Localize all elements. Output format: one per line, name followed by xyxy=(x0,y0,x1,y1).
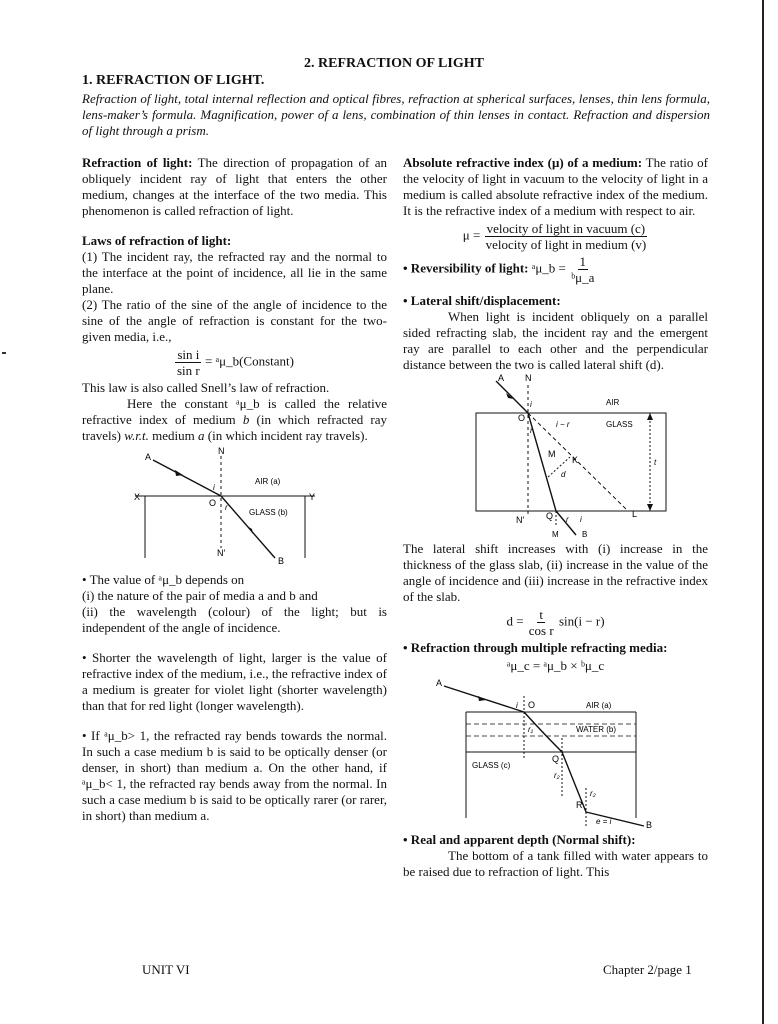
lateral-numerator: t xyxy=(539,607,544,622)
reversibility-numerator: 1 xyxy=(579,254,586,269)
scan-mark xyxy=(2,352,6,354)
depth-text: The bottom of a tank filled with water appears to be raised due to refraction of light. This xyxy=(403,848,708,879)
footer-page: Chapter 2/page 1 xyxy=(603,962,692,977)
fig2-label-o: O xyxy=(517,413,525,423)
depends-ii: (ii) the wavelength (colour) of the light; but is independent of the angle of incidence. xyxy=(82,604,387,635)
lateral-text: When light is incident obliquely on a parallel sided refracting slab, the incident ray and the emergent ray are parallel to each other and the perpendicular distance between the two is called lateral shift (d). xyxy=(403,309,708,372)
syllabus-text: Refraction of light, total internal reflection and optical fibres, refraction at spherical surfaces, lenses, thin lens formula, lens-maker’s formula. Magnification, power of a lens, combination of thin lenses in contact. Refraction and dispersion of light through a prism. xyxy=(82,91,710,138)
snell-fraction xyxy=(175,347,202,378)
fig3-label-r1: r₁ xyxy=(527,725,533,734)
fig1-label-air: AIR (a) xyxy=(254,477,280,486)
law-2: (2) The ratio of the sine of the angle of incidence to the sine of the angle of refraction is constant for the two-given media, i.e., xyxy=(82,297,387,344)
refraction-figure xyxy=(135,448,335,568)
left-column xyxy=(82,155,387,824)
fig2-label-a: A xyxy=(497,373,504,383)
multiple-media-formula: ᵃμ_c = ᵃμ_b × ᵇμ_c xyxy=(506,658,605,673)
fig1-label-r: r xyxy=(224,503,228,512)
absolute-numerator: velocity of light in vacuum (c) xyxy=(486,221,646,236)
fig3-label-water: WATER (b) xyxy=(575,725,616,734)
snell-law-text: This law is also called Snell’s law of refraction. xyxy=(82,380,330,395)
chapter-title: 2. REFRACTION OF LIGHT xyxy=(304,56,484,71)
fig3-label-r: R xyxy=(575,800,582,810)
absolute-fraction xyxy=(484,221,649,252)
constant-text-2: (in which refracted ray travels) xyxy=(82,412,388,443)
fig2-label-r: r xyxy=(529,426,533,435)
lateral-formula xyxy=(403,607,708,638)
section-title: 1. REFRACTION OF LIGHT. xyxy=(82,73,265,88)
fig2-label-m2: M xyxy=(551,530,559,539)
fig1-label-a: A xyxy=(144,452,151,462)
snell-numerator: sin i xyxy=(177,347,200,362)
scan-edge xyxy=(762,0,764,1024)
fig2-label-glass: GLASS xyxy=(605,420,633,429)
fig3-label-i: i xyxy=(515,701,518,710)
fig2-label-i: i xyxy=(529,400,532,409)
fig2-label-ir: i − r xyxy=(555,420,570,429)
shorter-wavelength: • Shorter the wavelength of light, larger is the value of refractive index of the medium, i.e., the refractive index of a medium is greater for violet light (shorter wavelength) than that for red light (longer wavelength). xyxy=(82,650,388,713)
fig3-label-a: A xyxy=(435,678,442,688)
fig1-label-i: i xyxy=(212,483,215,492)
law-1: (1) The incident ray, the refracted ray and the normal to the interface at the point of incidence, all lie in the same plane. xyxy=(82,249,387,296)
if-greater: • If ᵃμ_b> 1, the refracted ray bends towards the normal. In such a case medium b is said to be optically denser (or denser, in short) than medium a. On the other hand, if ᵃμ_b< 1, the refracted ray bends away from the normal. In such a case medium b is said to be optically rarer (or rarer, in short) than medium a. xyxy=(82,728,387,823)
fig2-label-i2: i xyxy=(579,515,582,524)
right-column xyxy=(403,155,708,880)
constant-text-4: (in which incident ray travels). xyxy=(207,428,368,443)
absolute-denominator: velocity of light in medium (v) xyxy=(485,237,647,252)
wrt-text: w.r.t. xyxy=(124,428,149,443)
reversibility-fraction xyxy=(569,254,596,285)
lateral-fraction xyxy=(527,607,556,638)
absolute-index-text: The ratio of the velocity of light in vacuum to the velocity of light in a medium is called absolute refractive index of the medium. It is the refractive index of a medium with respect to air. xyxy=(403,155,709,218)
fig2-label-r2: r xyxy=(565,515,569,524)
multiple-media-heading: • Refraction through multiple refracting media: xyxy=(403,640,668,655)
fig2-label-m: M xyxy=(547,449,555,459)
lateral-rhs: sin(i − r) xyxy=(558,613,605,629)
fig1-label-x: X xyxy=(133,492,140,502)
lateral-heading: • Lateral shift/displacement: xyxy=(403,293,561,308)
fig2-label-air: AIR xyxy=(605,398,619,407)
mu-lhs: μ = xyxy=(462,227,481,243)
fig1-label-glass: GLASS (b) xyxy=(248,508,288,517)
fig2-label-b: B xyxy=(581,530,587,539)
reversibility-lhs: ᵃμ_b = xyxy=(531,260,566,276)
footer-unit: UNIT VI xyxy=(142,962,190,977)
fig3-label-air: AIR (a) xyxy=(585,701,611,710)
absolute-index-paragraph xyxy=(403,155,708,219)
medium-a: a xyxy=(198,428,205,443)
absolute-index-formula xyxy=(403,221,708,252)
snell-denominator: sin r xyxy=(177,363,200,378)
fig2-label-n2: N′ xyxy=(515,515,524,525)
fig2-label-t: t xyxy=(653,458,656,467)
depends-i: (i) the nature of the pair of media a and b and xyxy=(82,588,318,603)
fig3-label-q: Q xyxy=(551,754,559,764)
fig2-label-d: d xyxy=(560,470,565,479)
constant-text-3: medium xyxy=(152,428,195,443)
lateral-shift-figure xyxy=(436,373,676,539)
lateral-denominator: cos r xyxy=(528,623,554,638)
fig3-label-ei: e = i xyxy=(595,817,611,826)
fig2-label-l: L xyxy=(631,509,637,519)
absolute-index-heading: Absolute refractive index (μ) of a medium: xyxy=(403,155,643,170)
fig3-label-glass: GLASS (c) xyxy=(471,761,510,770)
snell-formula xyxy=(82,347,387,378)
fig2-label-n: N xyxy=(524,373,531,383)
fig3-label-r2b: r₂ xyxy=(589,789,596,798)
snell-rhs: = ᵃμ_b(Constant) xyxy=(205,353,294,369)
fig3-label-r2: r₂ xyxy=(553,771,560,780)
fig3-label-o: O xyxy=(527,700,535,710)
multiple-media-figure xyxy=(436,678,676,828)
fig1-label-n2: N′ xyxy=(216,548,225,558)
medium-b: b xyxy=(242,412,250,427)
reversibility-line xyxy=(403,254,708,285)
laws-heading: Laws of refraction of light: xyxy=(82,233,232,248)
constant-paragraph xyxy=(82,396,387,444)
depth-heading: • Real and apparent depth (Normal shift): xyxy=(403,832,636,847)
lateral-lhs: d = xyxy=(506,613,524,629)
reversibility-heading: • Reversibility of light: xyxy=(403,260,529,276)
fig2-label-q: Q xyxy=(545,511,553,521)
constant-text: Here the constant ᵃμ_b is called the relative refractive index of medium xyxy=(82,396,387,427)
lateral-increase: The lateral shift increases with (i) increase in the thickness of the glass slab, (ii) increase in the value of the angle of incidence and (iii) increase in the refractive index of the slab. xyxy=(403,541,708,604)
refraction-heading: Refraction of light: xyxy=(82,155,193,170)
fig1-label-b: B xyxy=(277,556,284,566)
fig2-label-k: K xyxy=(571,455,578,465)
value-depends: • The value of ᵃμ_b depends on xyxy=(82,572,245,587)
fig1-label-y: Y xyxy=(308,492,315,502)
refraction-text: The direction of propagation of an obliquely incident ray of light that enters the other medium, changes at the interface of the two media. This phenomenon is called refraction of light. xyxy=(82,155,388,218)
fig3-label-b: B xyxy=(645,820,652,830)
fig1-label-n: N xyxy=(217,446,224,456)
refraction-paragraph xyxy=(82,155,387,219)
reversibility-denominator: ᵇμ_a xyxy=(571,270,595,285)
fig1-label-o: O xyxy=(208,498,216,508)
